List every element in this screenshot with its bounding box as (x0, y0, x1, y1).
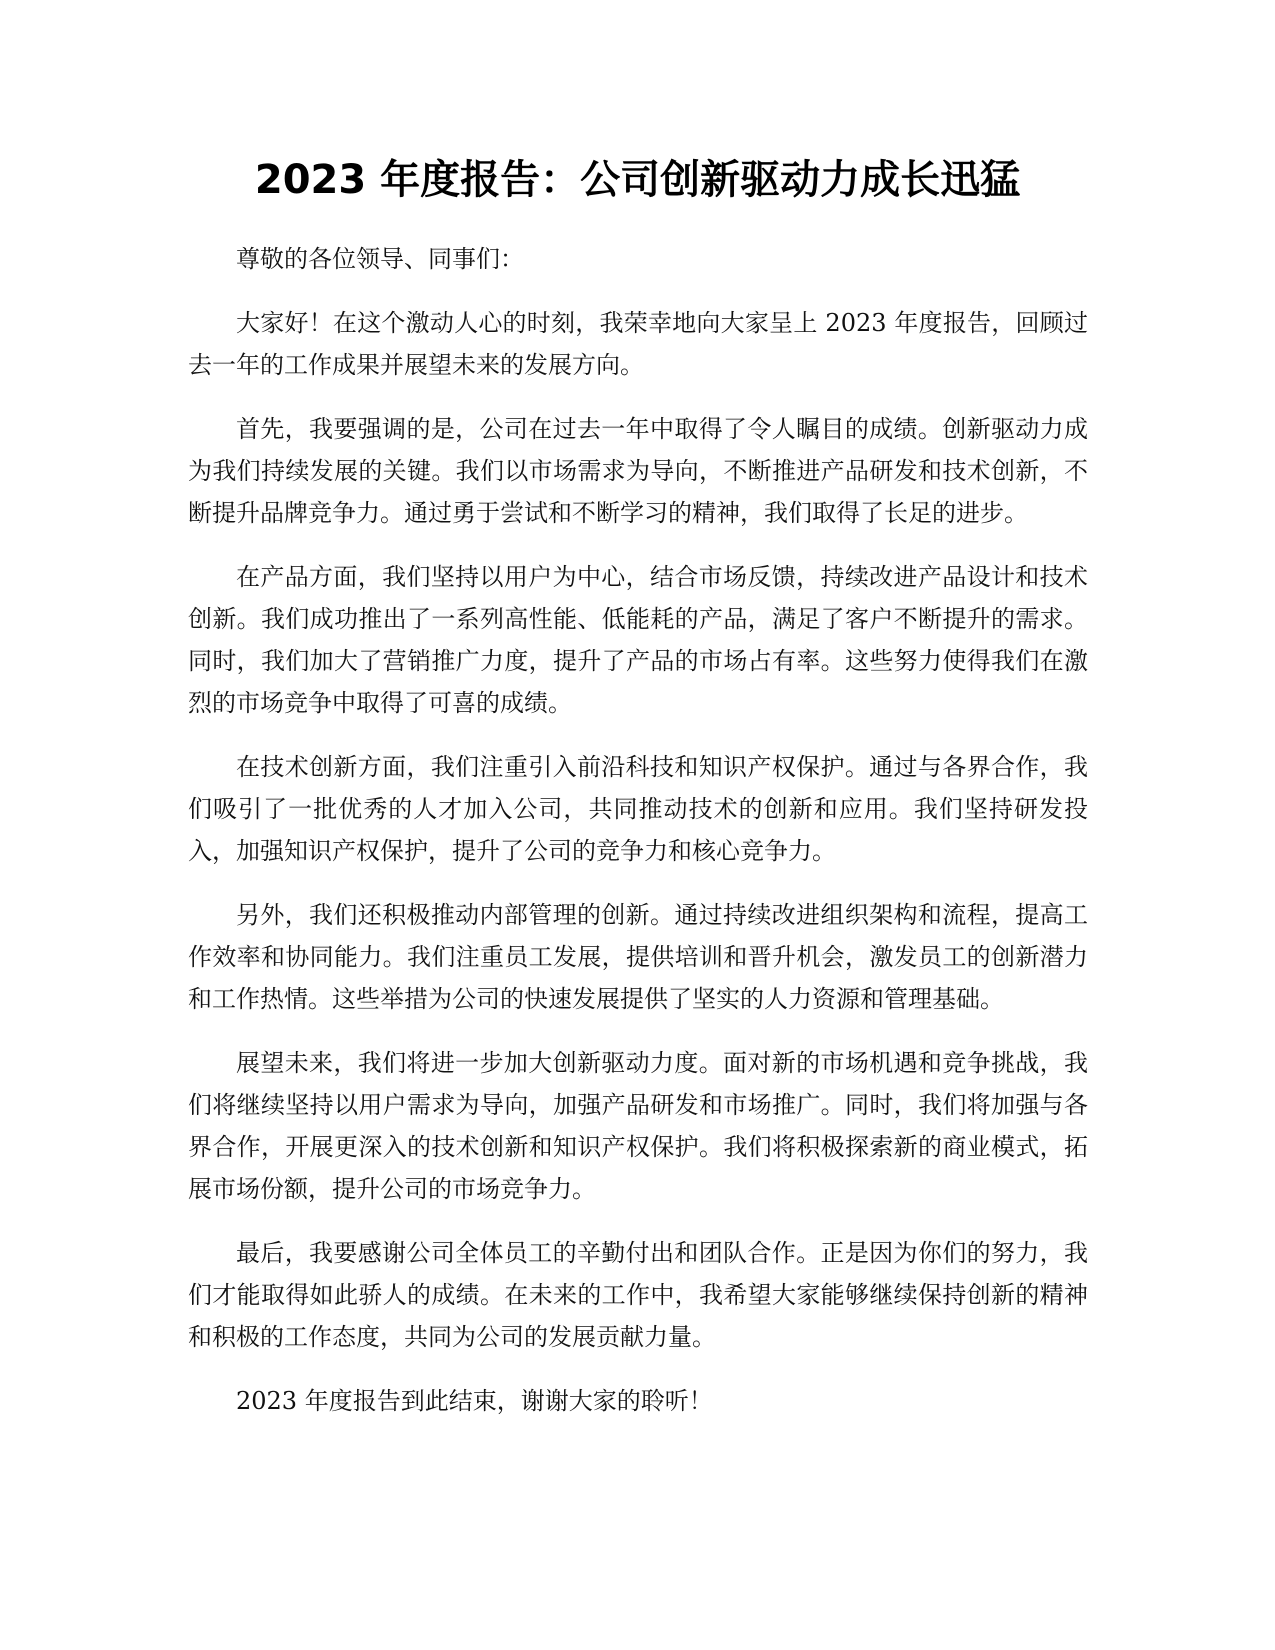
paragraph-achievements: 首先，我要强调的是，公司在过去一年中取得了令人瞩目的成绩。创新驱动力成为我们持续发展的关键。我们以市场需求为导向，不断推进产品研发和技术创新，不断提升品牌竞争力。通过勇于尝试和不断学习的精神，我们取得了长足的进步。 (188, 415, 1088, 527)
paragraph-products: 在产品方面，我们坚持以用户为中心，结合市场反馈，持续改进产品设计和技术创新。我们成功推出了一系列高性能、低能耗的产品，满足了客户不断提升的需求。同时，我们加大了营销推广力度，提升了产品的市场占有率。这些努力使得我们在激烈的市场竞争中取得了可喜的成绩。 (188, 563, 1088, 717)
paragraph-salutation: 尊敬的各位领导、同事们： (236, 245, 524, 273)
paragraph-technology: 在技术创新方面，我们注重引入前沿科技和知识产权保护。通过与各界合作，我们吸引了一批优秀的人才加入公司，共同推动技术的创新和应用。我们坚持研发投入，加强知识产权保护，提升了公司的竞争力和核心竞争力。 (188, 753, 1088, 865)
paragraph-outlook: 展望未来，我们将进一步加大创新驱动力度。面对新的市场机遇和竞争挑战，我们将继续坚持以用户需求为导向，加强产品研发和市场推广。同时，我们将加强与各界合作，开展更深入的技术创新和知识产权保护。我们将积极探索新的商业模式，拓展市场份额，提升公司的市场竞争力。 (188, 1049, 1088, 1203)
document-title: 2023 年度报告：公司创新驱动力成长迅猛 (254, 157, 1021, 203)
paragraph-thanks: 最后，我要感谢公司全体员工的辛勤付出和团队合作。正是因为你们的努力，我们才能取得如此骄人的成绩。在未来的工作中，我希望大家能够继续保持创新的精神和积极的工作态度，共同为公司的发展贡献力量。 (188, 1239, 1088, 1351)
paragraph-management: 另外，我们还积极推动内部管理的创新。通过持续改进组织架构和流程，提高工作效率和协同能力。我们注重员工发展，提供培训和晋升机会，激发员工的创新潜力和工作热情。这些举措为公司的快速发展提供了坚实的人力资源和管理基础。 (188, 901, 1088, 1013)
document-body (188, 238, 1088, 1444)
paragraph-closing: 2023 年度报告到此结束，谢谢大家的聆听！ (236, 1387, 713, 1415)
paragraph-greeting: 大家好！在这个激动人心的时刻，我荣幸地向大家呈上 2023 年度报告，回顾过去一年的工作成果并展望未来的发展方向。 (188, 309, 1088, 379)
